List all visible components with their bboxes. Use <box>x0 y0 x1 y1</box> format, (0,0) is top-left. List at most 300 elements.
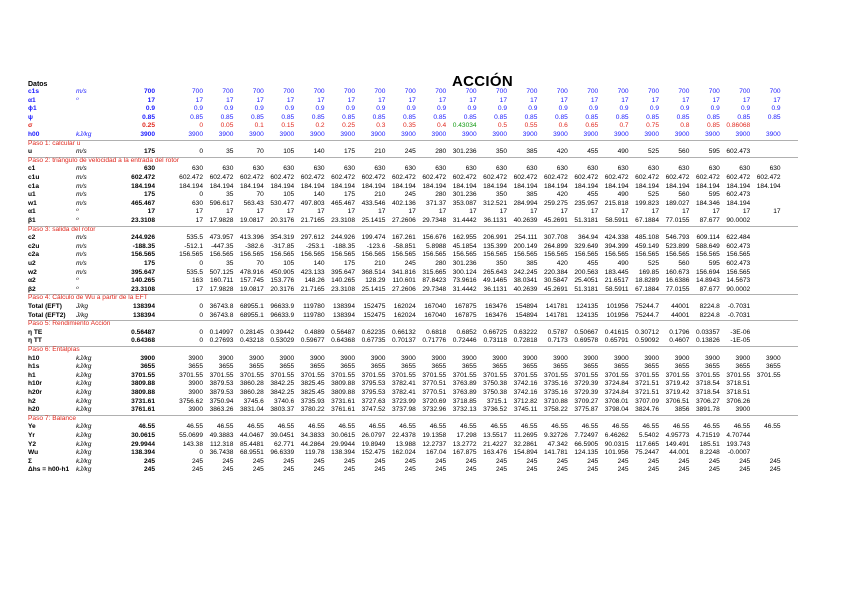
value-cell: 0.3 <box>376 122 386 130</box>
value-cell: 9.32726 <box>543 432 568 439</box>
value-cell: 0.9 <box>741 105 751 113</box>
value-cell: -0.0007 <box>727 449 751 457</box>
value-cell: 17 <box>742 208 751 216</box>
value-cell: 700 <box>222 88 234 95</box>
value-cell: 27.2606 <box>391 285 416 293</box>
value-cell: 413.396 <box>239 234 264 242</box>
base-value-cell: 140.265 <box>131 277 155 285</box>
value-cell: 184.194 <box>179 182 203 190</box>
value-cell: 4.71519 <box>695 432 720 439</box>
value-cell: 284.994 <box>513 199 538 207</box>
row-unit: J/kg <box>76 303 89 310</box>
section-heading: Paso 1: calcular u <box>28 139 81 147</box>
value-cell: 156.565 <box>726 251 751 259</box>
value-cell: 602.472 <box>756 174 781 181</box>
value-cell: 167.875 <box>452 449 477 457</box>
value-cell: 602.472 <box>513 174 538 181</box>
value-cell: 3655 <box>279 363 295 371</box>
value-cell: 3900 <box>583 354 599 362</box>
value-cell: 5.5402 <box>638 432 659 439</box>
value-cell: 602.472 <box>665 174 690 181</box>
value-cell: 87.677 <box>699 217 720 224</box>
row-unit: m/s <box>76 260 87 267</box>
value-cell: 0.14997 <box>209 328 234 336</box>
value-cell: 70 <box>256 148 264 156</box>
table-row <box>28 329 828 338</box>
value-cell: 245 <box>374 466 386 474</box>
value-cell: 3735.93 <box>300 397 325 405</box>
value-cell: 73.9616 <box>452 277 477 285</box>
value-cell: 3719.42 <box>665 380 690 388</box>
value-cell: -188.35 <box>332 242 355 250</box>
value-cell: 630 <box>587 165 599 173</box>
value-cell: 490 <box>617 191 629 199</box>
value-cell: 4.70744 <box>726 432 751 439</box>
value-cell: 0.85 <box>402 113 416 121</box>
value-cell: 3900 <box>705 354 720 362</box>
value-cell: 3742.16 <box>513 380 538 388</box>
value-cell: 3900 <box>309 354 325 362</box>
value-cell: 87.677 <box>699 285 720 293</box>
value-cell: 141.781 <box>543 449 568 457</box>
value-cell: 36.7438 <box>209 449 234 457</box>
row-label: β2 <box>28 285 36 293</box>
value-cell: 385 <box>526 148 538 156</box>
value-cell: 199.823 <box>635 199 659 207</box>
value-cell: 184.194 <box>239 182 264 190</box>
value-cell: 12.2737 <box>422 440 447 448</box>
value-cell: 245 <box>739 457 751 465</box>
value-cell: 244.926 <box>331 234 355 242</box>
value-cell: 46.55 <box>581 423 599 431</box>
value-cell: 184.194 <box>300 182 325 190</box>
value-cell: 609.114 <box>696 234 720 242</box>
value-cell: 124135 <box>576 303 599 310</box>
table-row <box>28 148 828 157</box>
value-cell: 140 <box>313 191 325 199</box>
row-label: ψ <box>28 113 33 121</box>
value-cell: 51.3181 <box>574 217 599 224</box>
value-cell: 184.194 <box>543 182 568 190</box>
table-row <box>28 251 828 260</box>
value-cell: 17 <box>286 208 295 216</box>
value-cell: 101956 <box>606 311 629 319</box>
value-cell: 49.1465 <box>483 277 507 285</box>
value-cell: 622.484 <box>726 234 751 242</box>
section-heading: Paso 3: salida del rotor <box>28 225 96 233</box>
row-label: h10r <box>28 380 42 388</box>
value-cell: 124.135 <box>574 449 599 457</box>
value-cell: 700 <box>617 88 629 95</box>
value-cell: 156.565 <box>331 251 355 259</box>
value-cell: 535.5 <box>186 234 203 242</box>
value-cell: 245 <box>283 457 295 465</box>
value-cell: 0.85 <box>585 113 599 121</box>
value-cell: 3900 <box>492 131 507 138</box>
base-value-cell: 0.85 <box>142 113 155 121</box>
value-cell: 245 <box>404 148 416 156</box>
value-cell: 183.445 <box>604 268 629 276</box>
value-cell: 602.473 <box>726 242 751 250</box>
table-row <box>28 423 828 432</box>
value-cell: 39.0451 <box>270 432 295 439</box>
value-cell: 3701.55 <box>391 371 416 379</box>
value-cell: 105 <box>283 260 295 267</box>
value-cell: -447.35 <box>211 242 234 250</box>
value-cell: 3707.09 <box>635 397 659 405</box>
table-row <box>28 88 828 97</box>
value-cell: 13.5517 <box>483 432 507 439</box>
value-cell: 0.85 <box>706 122 720 130</box>
value-cell: 75244.7 <box>635 311 659 319</box>
value-cell: 0.03357 <box>695 328 720 336</box>
value-cell: 264.899 <box>543 242 568 250</box>
value-cell: 184.194 <box>483 182 507 190</box>
value-cell: 163 <box>191 277 203 285</box>
value-cell: 66.5905 <box>574 440 599 448</box>
row-unit: m/s <box>76 165 87 173</box>
value-cell: 301.236 <box>452 191 477 199</box>
value-cell: 3655 <box>431 363 447 371</box>
value-cell: 96633.9 <box>270 303 295 310</box>
table-row <box>28 312 828 321</box>
row-label: Total (EFT) <box>28 303 62 310</box>
value-cell: 70 <box>256 260 264 267</box>
value-cell: 630 <box>313 165 325 173</box>
value-cell: 455 <box>587 148 599 156</box>
value-cell: 0.9 <box>224 105 234 113</box>
value-cell: 3721.51 <box>635 389 659 396</box>
value-cell: 141781 <box>545 311 568 319</box>
value-cell: 3795.53 <box>361 380 386 388</box>
value-cell: 0.85 <box>311 113 325 121</box>
value-cell: 0.9 <box>497 105 507 113</box>
value-cell: 167.04 <box>426 449 447 457</box>
value-cell: 67.1884 <box>635 217 659 224</box>
value-cell: 245 <box>343 466 355 474</box>
value-cell: -0.7031 <box>727 311 751 319</box>
value-cell: 167875 <box>454 311 477 319</box>
value-cell: 46.55 <box>490 423 507 431</box>
value-cell: 3900 <box>401 354 416 362</box>
value-cell: 0.72818 <box>513 337 538 345</box>
value-cell: 3900 <box>461 354 477 362</box>
value-cell: 630 <box>191 199 203 207</box>
value-cell: 17 <box>742 96 751 104</box>
value-cell: 595 <box>708 260 720 267</box>
row-label: c1 <box>28 165 36 173</box>
value-cell: -317.85 <box>271 242 295 250</box>
value-cell: 630 <box>435 165 447 173</box>
base-value-cell: 3900 <box>140 131 155 138</box>
value-cell: 3721.51 <box>635 380 659 388</box>
value-cell: 3900 <box>309 131 325 138</box>
value-cell: 167040 <box>424 303 447 310</box>
value-cell: 154894 <box>515 311 538 319</box>
value-cell: 156.565 <box>209 251 234 259</box>
value-cell: 75.2447 <box>635 449 659 457</box>
value-cell: 110.601 <box>392 277 416 285</box>
value-cell: 3701.55 <box>179 371 203 379</box>
value-cell: 152475 <box>363 311 386 319</box>
value-cell: 18.8289 <box>635 277 659 285</box>
value-cell: 245 <box>374 457 386 465</box>
value-cell: 341.816 <box>391 268 416 276</box>
value-cell: 3655 <box>644 363 659 371</box>
value-cell: 0 <box>199 191 203 199</box>
value-cell: 138394 <box>332 303 355 310</box>
value-cell: 245 <box>647 466 659 474</box>
value-cell: 156.565 <box>179 251 203 259</box>
value-cell: 0.9 <box>619 105 629 113</box>
value-cell: 546.793 <box>665 234 690 242</box>
row-label: Ye <box>28 423 36 431</box>
base-value-cell: 700 <box>143 88 155 95</box>
base-value-cell: 465.467 <box>131 199 155 207</box>
value-cell: 3655 <box>674 363 690 371</box>
table-row <box>28 458 828 467</box>
value-cell: 433.546 <box>361 199 386 207</box>
row-unit: kJ/kg <box>76 389 92 396</box>
table-row <box>28 449 828 458</box>
value-cell: 152475 <box>363 303 386 310</box>
value-cell: 0.85 <box>220 113 234 121</box>
value-cell: 112.318 <box>210 440 234 448</box>
value-cell: 38.0341 <box>513 277 538 285</box>
value-cell: 35 <box>226 148 234 156</box>
base-value-cell: 138394 <box>132 311 155 319</box>
value-cell: 595 <box>708 148 720 156</box>
value-cell: 0.86068 <box>726 122 751 130</box>
value-cell: 700 <box>465 88 477 95</box>
value-cell: 3900 <box>735 131 751 138</box>
value-cell: 602.472 <box>422 174 447 181</box>
value-cell: 17 <box>590 96 599 104</box>
value-cell: 119780 <box>303 311 325 319</box>
value-cell: 3724.84 <box>604 380 629 388</box>
value-cell: 22.4378 <box>391 432 416 439</box>
value-cell: 85.4481 <box>239 440 264 448</box>
value-cell: 58.5911 <box>605 217 629 224</box>
value-cell: 490 <box>617 260 629 267</box>
value-cell: 156.694 <box>695 268 720 276</box>
row-label: Δhs = h00-h1 <box>28 466 70 474</box>
value-cell: 0.5787 <box>547 328 568 336</box>
value-cell: 595 <box>708 191 720 199</box>
row-unit: kJ/kg <box>76 371 92 379</box>
value-cell: 630 <box>739 165 751 173</box>
value-cell: 32.2861 <box>513 440 538 448</box>
base-value-cell: 138.394 <box>131 449 155 457</box>
value-cell: 455 <box>587 191 599 199</box>
row-label: η TT <box>28 337 42 345</box>
value-cell: 17 <box>499 96 507 104</box>
value-cell: 17 <box>195 96 203 104</box>
value-cell: 184.194 <box>665 182 690 190</box>
table-row <box>28 466 828 475</box>
value-cell: 101956 <box>606 303 629 310</box>
value-cell: 7.72497 <box>574 432 599 439</box>
value-cell: 3718.51 <box>726 389 751 396</box>
value-cell: 167875 <box>454 303 477 310</box>
value-cell: 245 <box>617 466 629 474</box>
row-label: c2 <box>28 234 36 242</box>
value-cell: 307.708 <box>543 234 568 242</box>
value-cell: 40.2639 <box>513 217 538 224</box>
value-cell: 17 <box>438 96 447 104</box>
value-cell: 0.56487 <box>331 328 355 336</box>
section-divider <box>28 226 798 227</box>
value-cell: 0.71776 <box>422 337 447 345</box>
value-cell: 245 <box>495 466 507 474</box>
value-cell: 245 <box>556 457 568 465</box>
value-cell: 245 <box>647 457 659 465</box>
value-cell: 245 <box>465 457 477 465</box>
value-cell: 3701.55 <box>422 371 447 379</box>
base-value-cell: 3809.88 <box>131 380 155 388</box>
value-cell: 3745.6 <box>243 397 264 405</box>
value-cell: 29.7348 <box>422 217 447 224</box>
value-cell: 0.9 <box>437 105 447 113</box>
base-value-cell: 23.3108 <box>131 217 155 224</box>
value-cell: 31.4442 <box>452 217 477 224</box>
section-divider <box>28 320 798 321</box>
value-cell: 162.955 <box>452 234 477 242</box>
row-label: α1 <box>28 96 36 104</box>
value-cell: 0.85 <box>281 113 295 121</box>
value-cell: 3900 <box>765 354 781 362</box>
row-label: σ <box>28 122 33 130</box>
row-label: h00 <box>28 131 40 138</box>
section-heading: Paso 4: Cálculo de Wu a partir de la EFT <box>28 294 148 302</box>
value-cell: 0 <box>199 449 203 457</box>
value-cell: 630 <box>283 165 295 173</box>
value-cell: 162024 <box>393 303 416 310</box>
row-unit: m/s <box>76 182 87 190</box>
base-value-cell: 46.55 <box>138 423 155 431</box>
value-cell: 17 <box>469 208 477 216</box>
value-cell: 525 <box>647 260 659 267</box>
value-cell: 630 <box>678 165 690 173</box>
value-cell: 3879.53 <box>209 389 234 396</box>
value-cell: 67.1884 <box>635 285 659 293</box>
value-cell: 17.9828 <box>209 217 234 224</box>
value-cell: 3655 <box>218 363 234 371</box>
value-cell: 3900 <box>431 354 447 362</box>
value-cell: 169.85 <box>638 268 659 276</box>
value-cell: 3701.55 <box>635 371 659 379</box>
value-cell: 17 <box>378 208 386 216</box>
value-cell: 0 <box>199 148 203 156</box>
value-cell: 184.346 <box>695 199 720 207</box>
value-cell: 0.85 <box>342 113 355 121</box>
value-cell: 700 <box>708 88 720 95</box>
value-cell: 55.0699 <box>179 432 203 439</box>
value-cell: 3756.62 <box>179 397 203 405</box>
value-cell: 184.194 <box>756 182 781 190</box>
base-value-cell: 245 <box>143 457 155 465</box>
value-cell: 530.477 <box>270 199 295 207</box>
value-cell: 124135 <box>576 311 599 319</box>
value-cell: 36743.8 <box>209 303 234 310</box>
value-cell: 395.647 <box>331 268 355 276</box>
value-cell: 3825.45 <box>300 380 325 388</box>
value-cell: 602.472 <box>209 174 234 181</box>
base-value-cell: 245 <box>143 466 155 474</box>
value-cell: 0.9 <box>285 105 295 113</box>
value-cell: 96633.9 <box>270 311 295 319</box>
row-label: c1s <box>28 88 40 95</box>
value-cell: 245 <box>769 466 781 474</box>
datos-label: Datos <box>28 81 48 88</box>
value-cell: 3900 <box>370 131 386 138</box>
table-row <box>28 286 828 295</box>
value-cell: 3715.1 <box>486 397 507 405</box>
value-cell: 75244.7 <box>635 303 659 310</box>
value-cell: 245 <box>404 457 416 465</box>
value-cell: 0.9 <box>528 105 538 113</box>
value-cell: 184.194 <box>270 182 295 190</box>
value-cell: 17 <box>621 96 629 104</box>
value-cell: 3825.45 <box>300 389 325 396</box>
value-cell: 630 <box>252 165 264 173</box>
value-cell: 0.6852 <box>456 328 477 336</box>
value-cell: 3732.13 <box>452 406 477 414</box>
value-cell: 96.6339 <box>270 449 295 457</box>
table-row <box>28 217 828 226</box>
value-cell: 30.5847 <box>543 277 568 285</box>
value-cell: 245 <box>587 466 599 474</box>
value-cell: 0.4889 <box>304 328 325 336</box>
value-cell: 160.673 <box>665 268 690 276</box>
value-cell: 46.55 <box>216 423 234 431</box>
value-cell: 280 <box>435 260 447 267</box>
value-cell: 3718.51 <box>726 380 751 388</box>
value-cell: 0.9 <box>558 105 568 113</box>
value-cell: 3900 <box>735 354 751 362</box>
value-cell: 245 <box>739 466 751 474</box>
table-row <box>28 105 828 114</box>
value-cell: 0.4607 <box>669 337 690 345</box>
value-cell: 17 <box>530 96 538 104</box>
value-cell: 3737.98 <box>391 406 416 414</box>
base-value-cell: 175 <box>143 260 155 267</box>
value-cell: 700 <box>495 88 507 95</box>
row-label: Wu <box>28 449 39 457</box>
value-cell: 154894 <box>515 303 538 310</box>
value-cell: 245 <box>435 457 447 465</box>
value-cell: 46.55 <box>672 423 690 431</box>
value-cell: 0.41615 <box>604 328 629 336</box>
value-cell: 3900 <box>249 131 264 138</box>
value-cell: 245 <box>556 466 568 474</box>
value-cell: 46.55 <box>186 423 203 431</box>
value-cell: 3708.01 <box>604 397 629 405</box>
value-cell: 17 <box>347 208 355 216</box>
table-row <box>28 372 828 381</box>
value-cell: 90.0002 <box>726 285 751 293</box>
value-cell: 25.4051 <box>574 277 599 285</box>
value-cell: 3735.16 <box>543 380 568 388</box>
value-cell: 206.991 <box>483 234 507 242</box>
value-cell: 0.85 <box>372 113 386 121</box>
value-cell: 0.69578 <box>574 337 599 345</box>
value-cell: 602.472 <box>179 174 203 181</box>
value-cell: 245 <box>435 466 447 474</box>
value-cell: 602.472 <box>483 174 507 181</box>
value-cell: 167040 <box>424 311 447 319</box>
value-cell: 0 <box>199 337 203 345</box>
